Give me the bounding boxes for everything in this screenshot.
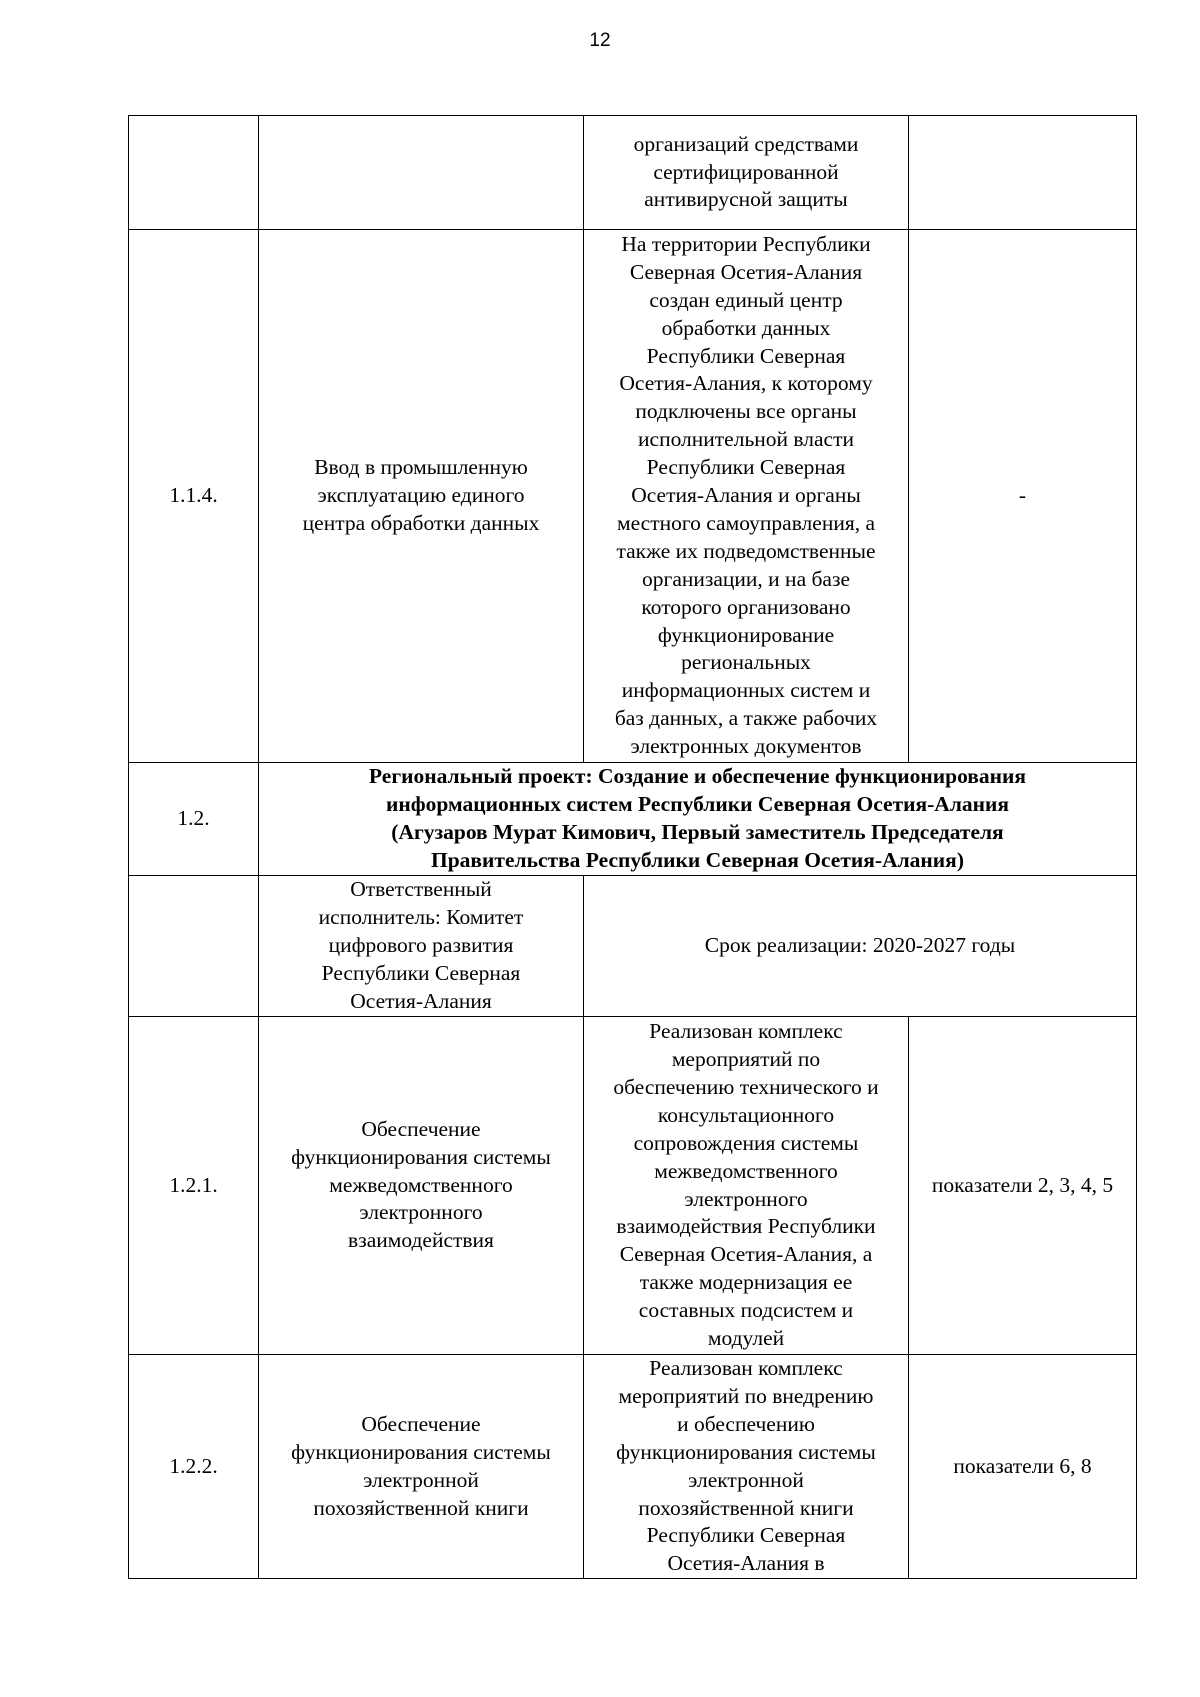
text-line: и обеспечению bbox=[677, 1411, 815, 1436]
text-line: антивирусной защиты bbox=[644, 187, 848, 212]
text-line: (Агузаров Мурат Кимович, Первый заместитель Председателя bbox=[391, 820, 1004, 844]
indicator-cell bbox=[909, 230, 1137, 763]
text-line: которого организовано bbox=[641, 594, 851, 619]
text-line: Обеспечение bbox=[361, 1116, 481, 1141]
text-line: Северная Осетия-Алания bbox=[629, 259, 863, 284]
page-number: 12 bbox=[589, 30, 611, 51]
activity-name bbox=[263, 454, 579, 538]
text-line: исполнитель: Комитет bbox=[318, 905, 524, 930]
text-line: похозяйственной книги bbox=[313, 1495, 529, 1520]
row-number-cell bbox=[129, 116, 259, 230]
indicator-text: показатели 6, 8 bbox=[953, 1453, 1092, 1478]
period-cell bbox=[584, 876, 1137, 1017]
project-title bbox=[263, 763, 1132, 875]
indicator-text: - bbox=[1018, 483, 1027, 508]
row-number: 1.2.1. bbox=[169, 1172, 218, 1197]
text-line: исполнительной власти bbox=[638, 427, 854, 452]
text-line: Республики Северная bbox=[321, 960, 521, 985]
text-line: Осетия-Алания в bbox=[667, 1551, 825, 1576]
text-line: информационных систем и bbox=[621, 678, 871, 703]
text-line: Осетия-Алания и органы bbox=[631, 483, 861, 508]
text-line: электронной bbox=[363, 1467, 479, 1492]
text-line: Республики Северная bbox=[646, 1523, 846, 1548]
row-number-cell bbox=[129, 1017, 259, 1355]
responsible-text bbox=[263, 876, 579, 1016]
text-line: взаимодействия bbox=[348, 1228, 494, 1253]
result-cell bbox=[584, 116, 909, 230]
text-line: мероприятий по bbox=[671, 1046, 821, 1071]
text-line: сертифицированной bbox=[653, 159, 839, 184]
text-line: Реализован комплекс bbox=[649, 1356, 843, 1380]
text-line: региональных bbox=[681, 650, 811, 675]
period-text: Срок реализации: 2020-2027 годы bbox=[704, 933, 1016, 958]
text-line: центра обработки данных bbox=[302, 510, 540, 535]
text-line: межведомственного bbox=[329, 1172, 513, 1197]
text-line: Региональный проект: Создание и обеспечение функционирования bbox=[368, 764, 1027, 789]
text-line: Республики Северная bbox=[646, 455, 846, 480]
table-row bbox=[129, 116, 1137, 230]
text-line: функционирования системы bbox=[291, 1144, 551, 1169]
text-line: Осетия-Алания bbox=[350, 988, 492, 1013]
text-line: электронного bbox=[684, 1186, 808, 1211]
result-text bbox=[588, 131, 904, 215]
text-line: информационных систем Республики Северная Осетия-Алания bbox=[385, 792, 1010, 817]
indicator-cell bbox=[909, 1355, 1137, 1579]
row-number-cell bbox=[129, 876, 259, 1017]
table-row bbox=[129, 876, 1137, 1017]
responsible-cell bbox=[259, 876, 584, 1017]
text-line: обработки данных bbox=[661, 315, 831, 340]
text-line: Правительства Республики Северная Осетия-Алания) bbox=[431, 847, 964, 872]
row-number: 1.2. bbox=[177, 806, 210, 831]
result-cell bbox=[584, 1017, 909, 1355]
indicator-cell bbox=[909, 1017, 1137, 1355]
text-line: электронных документов bbox=[630, 734, 862, 759]
row-number: 1.2.2. bbox=[169, 1453, 218, 1478]
text-line: функционирование bbox=[657, 622, 835, 647]
activity-name-cell bbox=[259, 230, 584, 763]
text-line: создан единый центр bbox=[649, 287, 843, 312]
indicator-text: показатели 2, 3, 4, 5 bbox=[931, 1172, 1114, 1197]
result-text bbox=[588, 231, 904, 761]
text-line: модулей bbox=[707, 1326, 785, 1351]
text-line: мероприятий по внедрению bbox=[618, 1383, 874, 1408]
row-number-cell bbox=[129, 1355, 259, 1579]
indicator-cell bbox=[909, 116, 1137, 230]
row-number-cell bbox=[129, 763, 259, 876]
row-number-cell bbox=[129, 230, 259, 763]
activity-name-cell bbox=[259, 1355, 584, 1579]
text-line: также их подведомственные bbox=[616, 538, 876, 563]
text-line: составных подсистем и bbox=[638, 1298, 854, 1323]
text-line: функционирования системы bbox=[616, 1439, 876, 1464]
activities-table bbox=[128, 115, 1137, 1579]
text-line: консультационного bbox=[657, 1102, 835, 1127]
text-line: Ввод в промышленную bbox=[314, 455, 528, 480]
text-line: местного самоуправления, а bbox=[616, 510, 876, 535]
table-row bbox=[129, 1017, 1137, 1355]
text-line: Обеспечение bbox=[361, 1411, 481, 1436]
activity-name bbox=[263, 1116, 579, 1256]
result-text bbox=[588, 1355, 904, 1578]
text-line: Республики Северная bbox=[646, 343, 846, 368]
text-line: Ответственный bbox=[350, 877, 492, 902]
text-line: Реализован комплекс bbox=[649, 1019, 843, 1044]
activity-name-cell bbox=[259, 1017, 584, 1355]
text-line: сопровождения системы bbox=[633, 1130, 859, 1155]
text-line: Северная Осетия-Алания, а bbox=[619, 1242, 873, 1267]
result-cell bbox=[584, 1355, 909, 1579]
row-number: 1.1.4. bbox=[169, 483, 218, 508]
text-line: организаций средствами bbox=[633, 131, 859, 156]
activity-name-cell bbox=[259, 116, 584, 230]
text-line: межведомственного bbox=[654, 1158, 838, 1183]
text-line: обеспечению технического и bbox=[613, 1074, 879, 1099]
result-text bbox=[588, 1018, 904, 1353]
text-line: также модернизация ее bbox=[639, 1270, 853, 1295]
text-line: похозяйственной книги bbox=[638, 1495, 854, 1520]
text-line: цифрового развития bbox=[328, 933, 514, 958]
text-line: подключены все органы bbox=[635, 399, 857, 424]
text-line: электронного bbox=[359, 1200, 483, 1225]
activity-name bbox=[263, 1411, 579, 1523]
project-title-cell bbox=[259, 763, 1137, 876]
table-row bbox=[129, 1355, 1137, 1579]
text-line: эксплуатацию единого bbox=[317, 483, 525, 508]
table-row bbox=[129, 230, 1137, 763]
text-line: баз данных, а также рабочих bbox=[614, 706, 878, 731]
text-line: функционирования системы bbox=[291, 1439, 551, 1464]
result-cell bbox=[584, 230, 909, 763]
table-row bbox=[129, 763, 1137, 876]
text-line: На территории Республики bbox=[621, 231, 871, 256]
text-line: Осетия-Алания, к которому bbox=[619, 371, 873, 396]
text-line: организации, и на базе bbox=[642, 566, 850, 591]
text-line: электронной bbox=[688, 1467, 804, 1492]
text-line: взаимодействия Республики bbox=[616, 1214, 876, 1239]
